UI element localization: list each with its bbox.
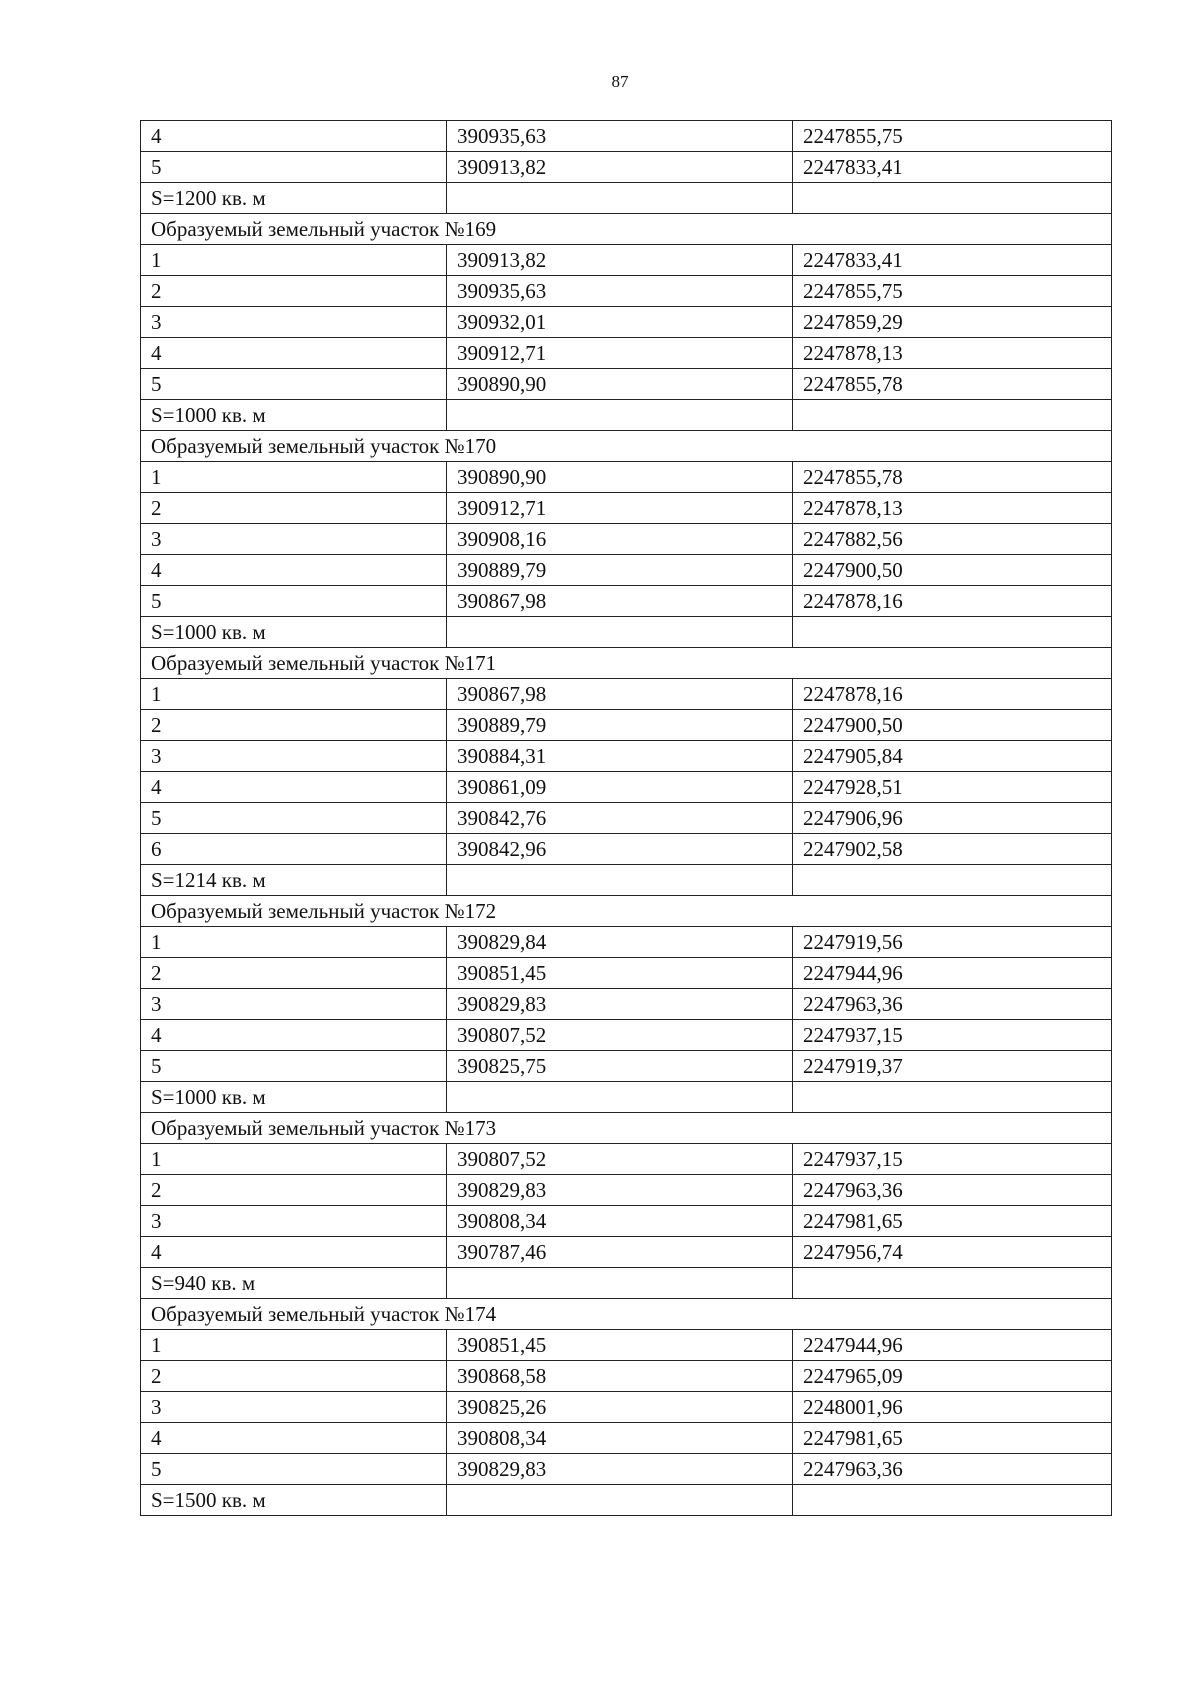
- x-coordinate-cell: 390912,71: [447, 493, 793, 524]
- point-row: [141, 989, 1112, 1020]
- y-coordinate-cell: 2247963,36: [793, 989, 1112, 1020]
- x-coordinate-cell: 390851,45: [447, 1330, 793, 1361]
- y-coordinate-cell: 2247905,84: [793, 741, 1112, 772]
- x-coordinate-cell: 390825,75: [447, 1051, 793, 1082]
- area-cell: S=1000 кв. м: [141, 400, 447, 431]
- y-coordinate-cell: 2247981,65: [793, 1206, 1112, 1237]
- parcel-header-row: [141, 896, 1112, 927]
- y-coordinate-cell: 2247937,15: [793, 1144, 1112, 1175]
- y-coordinate-cell: 2247944,96: [793, 958, 1112, 989]
- x-coordinate-cell: 390935,63: [447, 276, 793, 307]
- point-number-cell: 2: [141, 1361, 447, 1392]
- point-number-cell: 1: [141, 679, 447, 710]
- point-number-cell: 4: [141, 338, 447, 369]
- empty-cell: [447, 1082, 793, 1113]
- point-number-cell: 3: [141, 307, 447, 338]
- y-coordinate-cell: 2247937,15: [793, 1020, 1112, 1051]
- parcel-title-cell: Образуемый земельный участок №170: [141, 431, 1112, 462]
- point-row: [141, 772, 1112, 803]
- parcel-title-cell: Образуемый земельный участок №173: [141, 1113, 1112, 1144]
- area-cell: S=1214 кв. м: [141, 865, 447, 896]
- y-coordinate-cell: 2247855,75: [793, 121, 1112, 152]
- point-row: [141, 1175, 1112, 1206]
- empty-cell: [447, 617, 793, 648]
- x-coordinate-cell: 390912,71: [447, 338, 793, 369]
- x-coordinate-cell: 390807,52: [447, 1144, 793, 1175]
- x-coordinate-cell: 390935,63: [447, 121, 793, 152]
- area-row: [141, 1082, 1112, 1113]
- point-row: [141, 524, 1112, 555]
- parcel-title-cell: Образуемый земельный участок №174: [141, 1299, 1112, 1330]
- point-row: [141, 834, 1112, 865]
- y-coordinate-cell: 2247855,78: [793, 369, 1112, 400]
- y-coordinate-cell: 2247833,41: [793, 152, 1112, 183]
- point-row: [141, 121, 1112, 152]
- y-coordinate-cell: 2247878,16: [793, 679, 1112, 710]
- point-number-cell: 2: [141, 276, 447, 307]
- point-row: [141, 1454, 1112, 1485]
- parcel-header-row: [141, 214, 1112, 245]
- point-row: [141, 462, 1112, 493]
- x-coordinate-cell: 390867,98: [447, 586, 793, 617]
- point-row: [141, 307, 1112, 338]
- point-row: [141, 1237, 1112, 1268]
- parcel-title-cell: Образуемый земельный участок №171: [141, 648, 1112, 679]
- point-number-cell: 3: [141, 741, 447, 772]
- empty-cell: [793, 617, 1112, 648]
- empty-cell: [447, 400, 793, 431]
- point-number-cell: 1: [141, 927, 447, 958]
- y-coordinate-cell: 2247855,78: [793, 462, 1112, 493]
- point-row: [141, 710, 1112, 741]
- x-coordinate-cell: 390913,82: [447, 245, 793, 276]
- point-number-cell: 3: [141, 524, 447, 555]
- point-number-cell: 1: [141, 1144, 447, 1175]
- x-coordinate-cell: 390829,83: [447, 989, 793, 1020]
- coordinates-table: [140, 120, 1112, 1516]
- empty-cell: [447, 1268, 793, 1299]
- point-number-cell: 5: [141, 586, 447, 617]
- point-number-cell: 5: [141, 1454, 447, 1485]
- point-row: [141, 803, 1112, 834]
- empty-cell: [793, 1268, 1112, 1299]
- point-row: [141, 245, 1112, 276]
- point-row: [141, 741, 1112, 772]
- y-coordinate-cell: 2247981,65: [793, 1423, 1112, 1454]
- point-number-cell: 3: [141, 1392, 447, 1423]
- x-coordinate-cell: 390787,46: [447, 1237, 793, 1268]
- point-number-cell: 5: [141, 369, 447, 400]
- x-coordinate-cell: 390807,52: [447, 1020, 793, 1051]
- coordinates-table-body: [141, 121, 1112, 1516]
- y-coordinate-cell: 2247963,36: [793, 1175, 1112, 1206]
- empty-cell: [447, 865, 793, 896]
- point-row: [141, 1206, 1112, 1237]
- point-number-cell: 2: [141, 493, 447, 524]
- point-number-cell: 4: [141, 1237, 447, 1268]
- y-coordinate-cell: 2247878,13: [793, 338, 1112, 369]
- y-coordinate-cell: 2247878,16: [793, 586, 1112, 617]
- x-coordinate-cell: 390842,76: [447, 803, 793, 834]
- point-number-cell: 4: [141, 772, 447, 803]
- point-number-cell: 1: [141, 462, 447, 493]
- area-row: [141, 617, 1112, 648]
- x-coordinate-cell: 390890,90: [447, 462, 793, 493]
- page-number: 87: [611, 72, 629, 91]
- x-coordinate-cell: 390884,31: [447, 741, 793, 772]
- empty-cell: [793, 400, 1112, 431]
- empty-cell: [447, 183, 793, 214]
- x-coordinate-cell: 390851,45: [447, 958, 793, 989]
- x-coordinate-cell: 390889,79: [447, 555, 793, 586]
- area-row: [141, 865, 1112, 896]
- point-row: [141, 1051, 1112, 1082]
- parcel-header-row: [141, 648, 1112, 679]
- point-number-cell: 1: [141, 245, 447, 276]
- y-coordinate-cell: 2247965,09: [793, 1361, 1112, 1392]
- point-row: [141, 1330, 1112, 1361]
- area-row: [141, 400, 1112, 431]
- point-row: [141, 369, 1112, 400]
- point-number-cell: 5: [141, 152, 447, 183]
- y-coordinate-cell: 2247928,51: [793, 772, 1112, 803]
- point-row: [141, 1144, 1112, 1175]
- point-row: [141, 338, 1112, 369]
- point-row: [141, 679, 1112, 710]
- point-row: [141, 152, 1112, 183]
- point-number-cell: 2: [141, 710, 447, 741]
- area-cell: S=940 кв. м: [141, 1268, 447, 1299]
- point-row: [141, 493, 1112, 524]
- x-coordinate-cell: 390808,34: [447, 1423, 793, 1454]
- parcel-title-cell: Образуемый земельный участок №169: [141, 214, 1112, 245]
- x-coordinate-cell: 390932,01: [447, 307, 793, 338]
- y-coordinate-cell: 2247855,75: [793, 276, 1112, 307]
- point-number-cell: 4: [141, 1423, 447, 1454]
- x-coordinate-cell: 390889,79: [447, 710, 793, 741]
- y-coordinate-cell: 2247919,37: [793, 1051, 1112, 1082]
- y-coordinate-cell: 2247882,56: [793, 524, 1112, 555]
- point-number-cell: 3: [141, 1206, 447, 1237]
- y-coordinate-cell: 2247963,36: [793, 1454, 1112, 1485]
- y-coordinate-cell: 2247956,74: [793, 1237, 1112, 1268]
- parcel-header-row: [141, 1113, 1112, 1144]
- empty-cell: [793, 183, 1112, 214]
- point-row: [141, 1392, 1112, 1423]
- point-number-cell: 4: [141, 555, 447, 586]
- empty-cell: [793, 865, 1112, 896]
- y-coordinate-cell: 2247944,96: [793, 1330, 1112, 1361]
- x-coordinate-cell: 390842,96: [447, 834, 793, 865]
- point-number-cell: 4: [141, 121, 447, 152]
- area-row: [141, 1485, 1112, 1516]
- x-coordinate-cell: 390829,83: [447, 1454, 793, 1485]
- point-row: [141, 555, 1112, 586]
- point-number-cell: 5: [141, 803, 447, 834]
- y-coordinate-cell: 2247859,29: [793, 307, 1112, 338]
- area-cell: S=1000 кв. м: [141, 617, 447, 648]
- point-row: [141, 1423, 1112, 1454]
- point-row: [141, 927, 1112, 958]
- point-number-cell: 3: [141, 989, 447, 1020]
- x-coordinate-cell: 390829,83: [447, 1175, 793, 1206]
- x-coordinate-cell: 390861,09: [447, 772, 793, 803]
- y-coordinate-cell: 2247919,56: [793, 927, 1112, 958]
- y-coordinate-cell: 2247900,50: [793, 710, 1112, 741]
- point-row: [141, 958, 1112, 989]
- x-coordinate-cell: 390890,90: [447, 369, 793, 400]
- empty-cell: [793, 1485, 1112, 1516]
- point-number-cell: 2: [141, 1175, 447, 1206]
- y-coordinate-cell: 2247833,41: [793, 245, 1112, 276]
- x-coordinate-cell: 390913,82: [447, 152, 793, 183]
- x-coordinate-cell: 390829,84: [447, 927, 793, 958]
- y-coordinate-cell: 2248001,96: [793, 1392, 1112, 1423]
- y-coordinate-cell: 2247900,50: [793, 555, 1112, 586]
- point-row: [141, 276, 1112, 307]
- point-number-cell: 5: [141, 1051, 447, 1082]
- parcel-title-cell: Образуемый земельный участок №172: [141, 896, 1112, 927]
- y-coordinate-cell: 2247906,96: [793, 803, 1112, 834]
- y-coordinate-cell: 2247902,58: [793, 834, 1112, 865]
- parcel-header-row: [141, 1299, 1112, 1330]
- area-cell: S=1500 кв. м: [141, 1485, 447, 1516]
- x-coordinate-cell: 390868,58: [447, 1361, 793, 1392]
- point-number-cell: 4: [141, 1020, 447, 1051]
- point-number-cell: 1: [141, 1330, 447, 1361]
- area-cell: S=1200 кв. м: [141, 183, 447, 214]
- empty-cell: [447, 1485, 793, 1516]
- parcel-header-row: [141, 431, 1112, 462]
- x-coordinate-cell: 390808,34: [447, 1206, 793, 1237]
- point-row: [141, 1020, 1112, 1051]
- area-row: [141, 183, 1112, 214]
- area-row: [141, 1268, 1112, 1299]
- empty-cell: [793, 1082, 1112, 1113]
- point-number-cell: 6: [141, 834, 447, 865]
- point-row: [141, 1361, 1112, 1392]
- x-coordinate-cell: 390825,26: [447, 1392, 793, 1423]
- area-cell: S=1000 кв. м: [141, 1082, 447, 1113]
- point-number-cell: 2: [141, 958, 447, 989]
- y-coordinate-cell: 2247878,13: [793, 493, 1112, 524]
- x-coordinate-cell: 390908,16: [447, 524, 793, 555]
- point-row: [141, 586, 1112, 617]
- x-coordinate-cell: 390867,98: [447, 679, 793, 710]
